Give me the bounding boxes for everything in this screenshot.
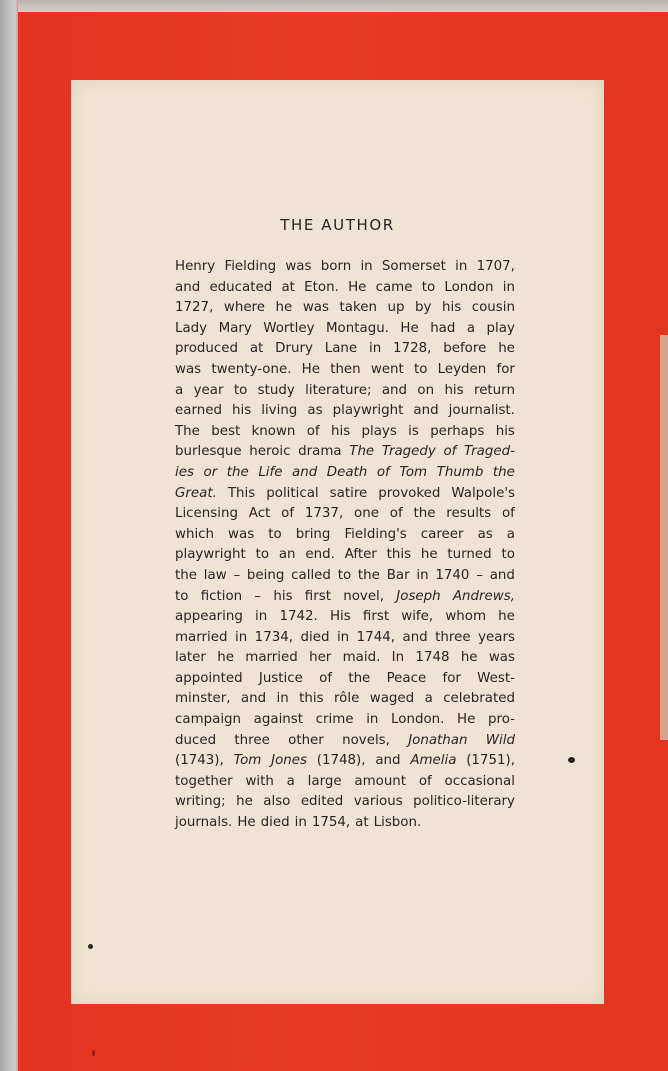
word: went <box>370 361 404 377</box>
word: He <box>400 320 419 336</box>
word: end. <box>305 547 335 563</box>
word: produced <box>175 341 238 357</box>
word: in <box>368 341 382 357</box>
word: journals. <box>175 815 233 831</box>
word: in <box>294 815 307 831</box>
text-line <box>175 813 515 834</box>
word: 1740 <box>435 567 470 583</box>
word: rôle <box>333 691 360 707</box>
text-line <box>175 731 515 752</box>
word: Lane <box>324 341 358 357</box>
word: Andrews, <box>452 588 515 604</box>
word: had <box>430 320 456 336</box>
word: and <box>375 753 401 769</box>
word: 1728, <box>393 341 432 357</box>
word: – <box>476 567 483 583</box>
word: Walpole's <box>451 485 515 501</box>
word: and <box>489 567 515 583</box>
word: duced <box>175 732 217 748</box>
word: of <box>376 464 390 480</box>
word: Life <box>258 464 283 480</box>
word: he <box>420 547 438 563</box>
word: to <box>501 547 515 563</box>
word: was <box>302 300 329 316</box>
text-line <box>175 463 515 484</box>
word: Fielding's <box>344 526 407 542</box>
word: wife, <box>401 609 434 625</box>
word: study <box>257 382 295 398</box>
word: in <box>366 712 379 728</box>
word: in <box>336 629 350 645</box>
word: appearing <box>175 609 243 625</box>
word: and <box>240 691 267 707</box>
text-line <box>175 401 515 422</box>
word: first <box>362 609 390 625</box>
word: a <box>466 320 476 336</box>
word: of <box>306 423 320 439</box>
word: Tom <box>233 753 262 769</box>
word: of <box>418 773 432 789</box>
word: cousin <box>471 300 515 316</box>
word: Lady <box>175 320 208 336</box>
word: minster, <box>175 691 231 707</box>
word: of <box>389 506 403 522</box>
word: career <box>420 526 464 542</box>
word: playwright <box>332 403 404 419</box>
word: whom <box>445 609 486 625</box>
text-line <box>175 257 515 278</box>
word: he <box>236 794 253 810</box>
word: earned <box>175 403 222 419</box>
word: was <box>175 361 202 377</box>
word: and <box>413 403 439 419</box>
word: Wortley <box>263 320 315 336</box>
word: heroic <box>249 444 291 460</box>
word: He <box>301 361 320 377</box>
word: 1754, <box>311 815 351 831</box>
word: writing; <box>175 794 226 810</box>
word: three <box>234 732 270 748</box>
text-panel <box>71 80 604 1004</box>
word: He <box>237 815 256 831</box>
word: taken <box>339 300 377 316</box>
word: maid. <box>342 650 381 666</box>
word: Great. <box>175 485 217 501</box>
word: occasional <box>444 773 515 789</box>
author-biography <box>175 257 515 834</box>
word: a <box>506 526 515 542</box>
word: this <box>386 547 412 563</box>
word: his <box>273 588 293 604</box>
word: Traged- <box>464 444 515 460</box>
word: edited <box>300 794 344 810</box>
word: he <box>275 300 293 316</box>
text-line <box>175 525 515 546</box>
word: West- <box>477 670 515 686</box>
word: he <box>460 650 478 666</box>
word: Act <box>248 506 271 522</box>
word: to <box>414 361 428 377</box>
word: – <box>254 588 262 604</box>
word: of <box>319 670 333 686</box>
word: a <box>424 691 433 707</box>
word: against <box>253 712 304 728</box>
word: before <box>443 341 487 357</box>
word: the <box>226 464 249 480</box>
word: Tom <box>399 464 428 480</box>
word: a <box>175 382 184 398</box>
word: and <box>292 464 318 480</box>
word: politico-literary <box>413 794 515 810</box>
word: Justice <box>258 670 303 686</box>
word: married <box>245 650 298 666</box>
word: year <box>193 382 224 398</box>
word: on <box>417 382 435 398</box>
ink-spot <box>88 944 93 949</box>
word: political <box>266 485 319 501</box>
word: as <box>307 403 323 419</box>
word: a <box>286 773 295 789</box>
word: and <box>175 279 201 295</box>
word: The <box>349 444 375 460</box>
word: one <box>354 506 379 522</box>
word: or <box>203 464 218 480</box>
word: Somerset <box>381 259 446 274</box>
word: 1744, <box>356 629 395 645</box>
word: to <box>175 588 189 604</box>
word: (1748), <box>316 753 366 769</box>
word: (1743), <box>175 753 224 769</box>
word: Jones <box>271 753 307 769</box>
word: novel, <box>343 588 385 604</box>
word: 1734, <box>254 629 294 645</box>
word: Tragedy <box>381 444 436 460</box>
word: is <box>408 423 419 439</box>
text-line <box>175 504 515 525</box>
word: appointed <box>175 670 243 686</box>
word: literature; <box>305 382 372 398</box>
word: his <box>330 423 351 439</box>
text-line <box>175 751 515 772</box>
word: of <box>501 506 515 522</box>
word: of <box>443 444 457 460</box>
word: celebrated <box>443 691 515 707</box>
word: her <box>309 650 332 666</box>
word: three <box>435 629 471 645</box>
word: his <box>495 423 515 439</box>
word: called <box>291 567 331 583</box>
word: 1727, <box>175 300 214 316</box>
word: Drury <box>275 341 313 357</box>
word: law <box>203 567 227 583</box>
word: by <box>415 300 432 316</box>
word: plays <box>361 423 397 439</box>
text-line <box>175 607 515 628</box>
word: was <box>285 259 312 274</box>
text-line <box>175 628 515 649</box>
word: drama <box>298 444 342 460</box>
word: The <box>175 423 200 439</box>
word: to <box>421 279 436 295</box>
word: to <box>255 547 270 563</box>
word: was <box>228 526 255 542</box>
text-line <box>175 792 515 813</box>
word: with <box>245 773 274 789</box>
word: to <box>233 382 248 398</box>
word: – <box>233 567 241 583</box>
word: Joseph <box>396 588 441 604</box>
word: as <box>477 526 493 542</box>
word: London. <box>391 712 445 728</box>
word: 1742. <box>279 609 318 625</box>
word: in <box>255 609 268 625</box>
word: bring <box>295 526 331 542</box>
word: in <box>416 567 429 583</box>
word: novels, <box>342 732 390 748</box>
word: first <box>304 588 331 604</box>
word: campaign <box>175 712 242 728</box>
word: the <box>175 567 197 583</box>
word: Henry <box>175 259 216 274</box>
word: In <box>391 650 405 666</box>
word: burlesque <box>175 444 242 460</box>
word: Bar <box>386 567 410 583</box>
word: known <box>251 423 296 439</box>
text-line <box>175 381 515 402</box>
ink-spot <box>568 757 575 763</box>
word: and <box>381 382 408 398</box>
word: to <box>337 567 352 583</box>
word: Thumb <box>436 464 484 480</box>
word: large <box>307 773 342 789</box>
word: then <box>330 361 361 377</box>
word: ies <box>175 464 194 480</box>
word: to <box>268 526 282 542</box>
word: Montagu. <box>326 320 389 336</box>
word: also <box>263 794 291 810</box>
word: Eton. <box>304 279 339 295</box>
word: later <box>175 650 206 666</box>
word: in <box>502 279 515 295</box>
cover-edge-wear <box>660 335 668 740</box>
word: he <box>498 341 515 357</box>
text-line <box>175 319 515 340</box>
word: turned <box>447 547 492 563</box>
word: educated <box>209 279 273 295</box>
word: died <box>260 815 290 831</box>
text-line <box>175 566 515 587</box>
text-line <box>175 339 515 360</box>
word: of <box>281 506 295 522</box>
word: He <box>457 712 476 728</box>
word: provoked <box>378 485 441 501</box>
word: pro- <box>487 712 515 728</box>
word: return <box>473 382 515 398</box>
word: Mary <box>218 320 252 336</box>
word: His <box>329 609 351 625</box>
section-heading: THE AUTHOR <box>280 216 395 234</box>
text-line <box>175 669 515 690</box>
text-line <box>175 278 515 299</box>
word: together <box>175 773 233 789</box>
word: play <box>486 320 515 336</box>
word: perhaps <box>430 423 485 439</box>
word: Lisbon. <box>373 815 422 831</box>
text-line <box>175 648 515 669</box>
word: for <box>496 361 515 377</box>
word: in <box>276 691 289 707</box>
word: was <box>488 650 515 666</box>
text-line <box>175 772 515 793</box>
word: He <box>348 279 367 295</box>
text-line <box>175 710 515 731</box>
text-line <box>175 442 515 463</box>
text-line <box>175 689 515 710</box>
word: Licensing <box>175 506 238 522</box>
word: (1751), <box>466 753 515 769</box>
word: which <box>175 526 215 542</box>
text-line <box>175 545 515 566</box>
word: results <box>446 506 492 522</box>
word: 1707, <box>476 259 515 274</box>
word: in <box>360 259 373 274</box>
word: After <box>344 547 377 563</box>
word: at <box>281 279 295 295</box>
word: 1737, <box>304 506 344 522</box>
word: the <box>357 567 380 583</box>
word: being <box>246 567 285 583</box>
word: this <box>299 691 324 707</box>
word: other <box>288 732 324 748</box>
word: his <box>441 300 462 316</box>
text-line <box>175 484 515 505</box>
text-line <box>175 587 515 608</box>
word: Jonathan <box>408 732 468 748</box>
word: his <box>444 382 464 398</box>
word: came <box>375 279 413 295</box>
word: amount <box>354 773 407 789</box>
word: an <box>278 547 296 563</box>
word: the <box>413 506 436 522</box>
word: in <box>234 629 248 645</box>
text-line <box>175 298 515 319</box>
word: living <box>261 403 298 419</box>
word: London <box>444 279 494 295</box>
word: he <box>498 609 515 625</box>
word: playwright <box>175 547 246 563</box>
word: married <box>175 629 228 645</box>
word: died <box>300 629 330 645</box>
word: Amelia <box>410 753 457 769</box>
word: twenty-one. <box>211 361 292 377</box>
word: Death <box>326 464 368 480</box>
text-line <box>175 360 515 381</box>
word: the <box>348 670 371 686</box>
ink-spot <box>92 1050 95 1056</box>
word: years <box>478 629 515 645</box>
word: 1748 <box>415 650 450 666</box>
word: various <box>353 794 403 810</box>
word: up <box>387 300 405 316</box>
word: journalist. <box>448 403 515 419</box>
word: crime <box>315 712 354 728</box>
word: best <box>211 423 241 439</box>
word: born <box>320 259 352 274</box>
word: where <box>223 300 266 316</box>
word: at <box>355 815 369 831</box>
word: in <box>455 259 468 274</box>
word: Leyden <box>437 361 487 377</box>
word: his <box>232 403 252 419</box>
word: at <box>249 341 264 357</box>
word: Wild <box>485 732 515 748</box>
word: for <box>442 670 461 686</box>
text-line <box>175 422 515 443</box>
word: satire <box>329 485 368 501</box>
word: he <box>217 650 234 666</box>
word: and <box>402 629 428 645</box>
word: the <box>492 464 515 480</box>
word: This <box>227 485 256 501</box>
word: Fielding <box>224 259 277 274</box>
word: waged <box>369 691 415 707</box>
word: Peace <box>386 670 427 686</box>
word: fiction <box>200 588 243 604</box>
